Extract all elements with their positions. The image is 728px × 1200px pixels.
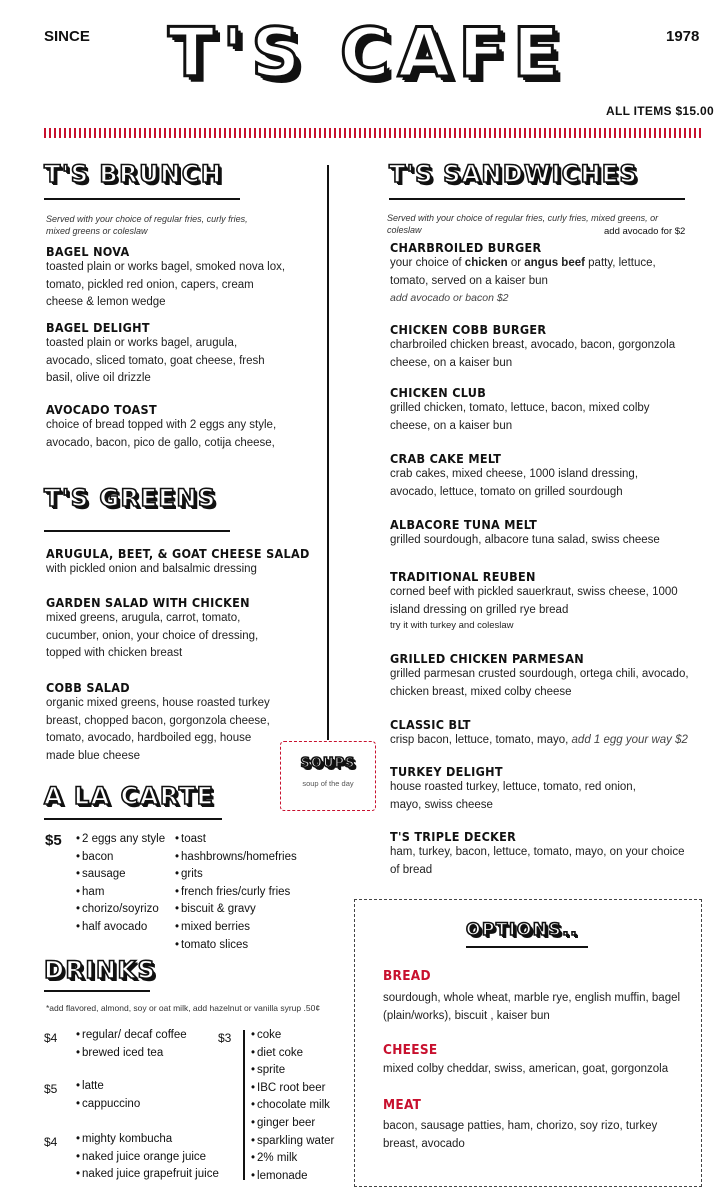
item-name: GRILLED CHICKEN PARMESAN bbox=[390, 651, 584, 666]
drinks-note: *add flavored, almond, soy or oat milk, add hazelnut or vanilla syrup .50¢ bbox=[46, 1003, 321, 1013]
item-name: AVOCADO TOAST bbox=[46, 402, 157, 417]
brunch-item bbox=[46, 320, 276, 388]
item-desc: mixed greens, arugula, carrot, tomato, cucumber, onion, your choice of dressing, topped with chicken breast bbox=[46, 612, 259, 659]
list-item: • sprite bbox=[251, 1062, 334, 1080]
list-item: • sparkling water bbox=[251, 1133, 334, 1151]
item-desc: with pickled onion and balsalmic dressing bbox=[46, 563, 257, 575]
option-name: CHEESE bbox=[383, 1042, 438, 1058]
cafe-name: T'S CAFE bbox=[168, 14, 568, 93]
greens-underline bbox=[44, 530, 230, 532]
item-desc: corned beef with pickled sauerkraut, swiss cheese, 1000 island dressing on grilled rye bread bbox=[390, 586, 678, 616]
greens-item bbox=[46, 546, 316, 579]
angus-option: angus beef bbox=[524, 257, 585, 269]
list-item: • biscuit & gravy bbox=[175, 901, 297, 919]
item-name: TRADITIONAL REUBEN bbox=[390, 569, 536, 584]
item-desc: choice of bread topped with 2 eggs any style, avocado, bacon, pico de gallo, cotija cheese, bbox=[46, 419, 277, 449]
desc-text: your choice of bbox=[390, 257, 465, 269]
item-extra: add 1 egg your way $2 bbox=[571, 734, 688, 746]
brunch-note: Served with your choice of regular fries, curly fries, mixed greens or coleslaw bbox=[46, 214, 248, 236]
greens-item bbox=[46, 680, 272, 765]
item-name: BAGEL NOVA bbox=[46, 244, 130, 259]
item-desc: grilled parmesan crusted sourdough, ortega chili, avocado, chicken breast, mixed colby cheese bbox=[390, 668, 689, 698]
item-desc: toasted plain or works bagel, arugula, avocado, sliced tomato, goat cheese, fresh basil, olive oil drizzle bbox=[46, 337, 265, 384]
item-name: ALBACORE TUNA MELT bbox=[390, 517, 538, 532]
drinks-list bbox=[76, 1131, 219, 1184]
list-item: • cappuccino bbox=[76, 1096, 140, 1114]
item-name: CLASSIC BLT bbox=[390, 717, 471, 732]
sandwich-item bbox=[390, 651, 690, 701]
sandwich-item bbox=[390, 322, 680, 372]
list-item: • 2% milk bbox=[251, 1150, 334, 1168]
drinks-divider bbox=[243, 1030, 245, 1180]
list-item: • chocolate milk bbox=[251, 1097, 334, 1115]
all-items-price: ALL ITEMS $15.00 bbox=[606, 104, 714, 118]
item-desc: grilled sourdough, albacore tuna salad, swiss cheese bbox=[390, 534, 660, 546]
item-desc: organic mixed greens, house roasted turkey breast, chopped bacon, gorgonzola cheese, tomato, avocado, hardboiled egg, house made blue cheese bbox=[46, 697, 270, 762]
options-group bbox=[383, 1042, 683, 1079]
item-name: BAGEL DELIGHT bbox=[46, 320, 150, 335]
list-item: • ginger beer bbox=[251, 1115, 334, 1133]
drinks-price: $3 bbox=[218, 1031, 232, 1045]
brunch-item bbox=[46, 244, 286, 312]
list-item: • lemonade bbox=[251, 1168, 334, 1186]
drinks-underline bbox=[44, 990, 150, 992]
since-label: SINCE bbox=[44, 28, 90, 45]
desc-text: patty, lettuce, tomato, served on a kaiser bun bbox=[390, 257, 656, 287]
sandwich-item bbox=[390, 764, 670, 814]
item-name: T'S TRIPLE DECKER bbox=[390, 829, 517, 844]
option-name: BREAD bbox=[383, 968, 431, 984]
drinks-list-2 bbox=[251, 1027, 334, 1185]
a-la-carte-list-1 bbox=[76, 831, 165, 937]
options-group bbox=[383, 968, 683, 1025]
item-name: COBB SALAD bbox=[46, 680, 130, 695]
drinks-list bbox=[76, 1078, 140, 1113]
drinks-list bbox=[76, 1027, 187, 1062]
a-la-carte-underline bbox=[44, 818, 222, 820]
item-name: CHARBROILED BURGER bbox=[390, 240, 542, 255]
drinks-title: DRINKS bbox=[44, 956, 157, 984]
drinks-price: $5 bbox=[44, 1082, 58, 1096]
list-item: • tomato slices bbox=[175, 937, 297, 955]
list-item: • chorizo/soyrizo bbox=[76, 901, 165, 919]
list-item: • mighty kombucha bbox=[76, 1131, 219, 1149]
sandwich-item bbox=[390, 451, 650, 501]
item-name: CHICKEN COBB BURGER bbox=[390, 322, 547, 337]
option-desc: bacon, sausage patties, ham, chorizo, soy rizo, turkey breast, avocado bbox=[383, 1120, 658, 1150]
item-desc: ham, turkey, bacon, lettuce, tomato, mayo, on your choice of bread bbox=[390, 846, 685, 876]
list-item: • mixed berries bbox=[175, 919, 297, 937]
list-item: • bacon bbox=[76, 849, 165, 867]
item-name: GARDEN SALAD WITH CHICKEN bbox=[46, 595, 250, 610]
option-name: MEAT bbox=[383, 1097, 422, 1113]
options-underline bbox=[466, 946, 588, 948]
list-item: • grits bbox=[175, 866, 297, 884]
item-name: CRAB CAKE MELT bbox=[390, 451, 502, 466]
list-item: • 2 eggs any style bbox=[76, 831, 165, 849]
a-la-carte-list-2 bbox=[175, 831, 297, 954]
list-item: • toast bbox=[175, 831, 297, 849]
list-item: • naked juice orange juice bbox=[76, 1149, 219, 1167]
list-item: • regular/ decaf coffee bbox=[76, 1027, 187, 1045]
item-desc: toasted plain or works bagel, smoked nova lox, tomato, pickled red onion, capers, cream cheese & lemon wedge bbox=[46, 261, 286, 308]
soups-desc: soup of the day bbox=[302, 779, 354, 788]
brunch-title: T'S BRUNCH bbox=[44, 160, 223, 188]
brunch-item bbox=[46, 402, 286, 452]
sandwiches-underline bbox=[389, 198, 685, 200]
brunch-underline bbox=[44, 198, 240, 200]
list-item: • IBC root beer bbox=[251, 1080, 334, 1098]
list-item: • naked juice grapefruit juice bbox=[76, 1166, 219, 1184]
item-extra: try it with turkey and coleslaw bbox=[390, 620, 514, 631]
option-desc: sourdough, whole wheat, marble rye, english muffin, bagel (plain/works), biscuit , kaiser bun bbox=[383, 992, 681, 1022]
option-desc: mixed colby cheddar, swiss, american, goat, gorgonzola bbox=[383, 1063, 669, 1075]
sandwich-item bbox=[390, 240, 670, 308]
list-item: • ham bbox=[76, 884, 165, 902]
item-name: ARUGULA, BEET, & GOAT CHEESE SALAD bbox=[46, 546, 310, 561]
sandwich-item bbox=[390, 385, 650, 435]
list-item: • french fries/curly fries bbox=[175, 884, 297, 902]
a-la-carte-title: A LA CARTE bbox=[44, 782, 215, 810]
item-extra: add avocado or bacon $2 bbox=[390, 292, 509, 304]
sandwich-item bbox=[390, 717, 710, 750]
chicken-option: chicken bbox=[464, 257, 508, 269]
item-desc bbox=[390, 732, 710, 750]
desc-text: or bbox=[507, 257, 525, 269]
item-desc: grilled chicken, tomato, lettuce, bacon, mixed colby cheese, on a kaiser bun bbox=[390, 402, 650, 432]
list-item: • coke bbox=[251, 1027, 334, 1045]
list-item: • half avocado bbox=[76, 919, 165, 937]
greens-title: T'S GREENS bbox=[44, 484, 217, 512]
item-desc: crab cakes, mixed cheese, 1000 island dressing, avocado, lettuce, tomato on grilled sourdough bbox=[390, 468, 639, 498]
soups-title: SOUPS bbox=[300, 756, 356, 771]
sandwich-item bbox=[390, 517, 690, 550]
item-name: CHICKEN CLUB bbox=[390, 385, 487, 400]
item-desc: house roasted turkey, lettuce, tomato, red onion, mayo, swiss cheese bbox=[390, 781, 636, 811]
a-la-carte-price: $5 bbox=[45, 832, 62, 849]
soups-box bbox=[280, 741, 376, 811]
sandwiches-note: Served with your choice of regular fries, curly fries, mixed greens, or coleslaw bbox=[387, 213, 659, 235]
drinks-price: $4 bbox=[44, 1031, 58, 1045]
options-title: OPTIONS.. bbox=[466, 920, 579, 940]
center-divider bbox=[327, 165, 329, 740]
avocado-note: add avocado for $2 bbox=[604, 226, 686, 237]
red-stripe-divider bbox=[44, 128, 704, 138]
sandwich-item bbox=[390, 829, 690, 879]
list-item: • brewed iced tea bbox=[76, 1045, 187, 1063]
item-name: TURKEY DELIGHT bbox=[390, 764, 503, 779]
list-item: • latte bbox=[76, 1078, 140, 1096]
list-item: • hashbrowns/homefries bbox=[175, 849, 297, 867]
sandwiches-title: T'S SANDWICHES bbox=[389, 160, 638, 188]
item-desc bbox=[390, 255, 670, 290]
greens-item bbox=[46, 595, 266, 663]
year-label: 1978 bbox=[666, 28, 700, 45]
options-group bbox=[383, 1097, 673, 1153]
drinks-price: $4 bbox=[44, 1135, 58, 1149]
list-item: • diet coke bbox=[251, 1045, 334, 1063]
item-desc: charbroiled chicken breast, avocado, bacon, gorgonzola cheese, on a kaiser bun bbox=[390, 339, 676, 369]
desc-text: crisp bacon, lettuce, tomato, mayo, bbox=[390, 734, 572, 746]
list-item: • sausage bbox=[76, 866, 165, 884]
sandwich-item bbox=[390, 569, 690, 632]
